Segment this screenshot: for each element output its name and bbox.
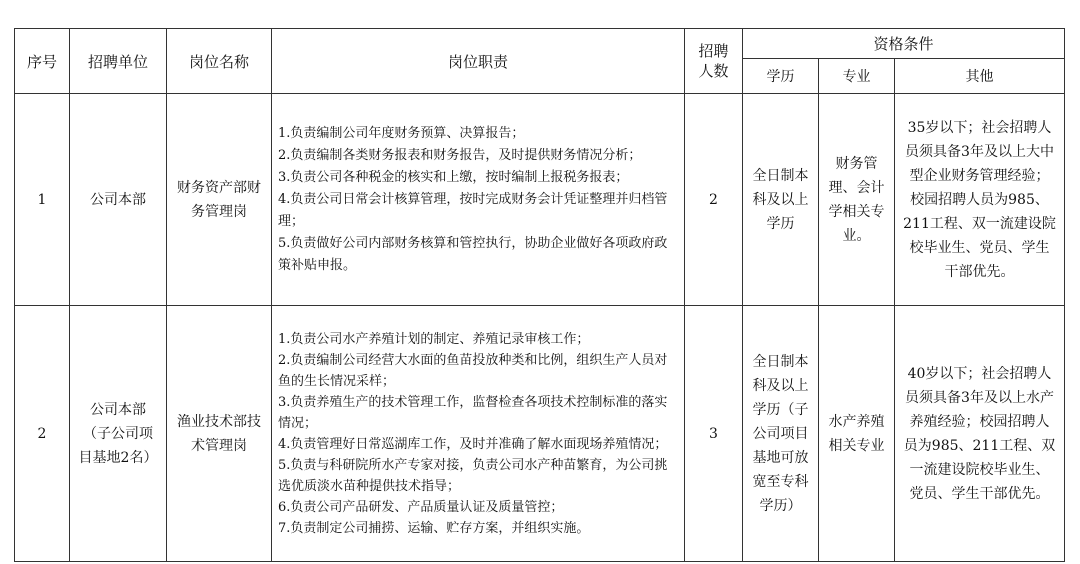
duty-item: 3.负责养殖生产的技术管理工作，监督检查各项技术控制标准的落实情况； — [278, 394, 668, 431]
row-education: 全日制本科及以上学历 — [743, 94, 819, 306]
duty-item: 2.负责编制公司经营大水面的鱼苗投放种类和比例，组织生产人员对鱼的生长情况采样； — [278, 352, 668, 389]
duty-item: 5.负责做好公司内部财务核算和管控执行，协助企业做好各项政府政策补贴申报。 — [278, 235, 668, 273]
table-row — [15, 94, 1065, 306]
header-education: 学历 — [743, 59, 819, 94]
header-qualifications: 资格条件 — [743, 29, 1065, 59]
duty-item: 4.负责公司日常会计核算管理，按时完成财务会计凭证整理并归档管理； — [278, 191, 668, 229]
row-major: 水产养殖相关专业 — [819, 306, 895, 562]
header-count: 招聘人数 — [685, 29, 743, 94]
duty-item: 1.负责公司水产养殖计划的制定、养殖记录审核工作； — [278, 331, 590, 347]
row-unit: 公司本部 — [70, 94, 167, 306]
header-other: 其他 — [895, 59, 1065, 94]
row-duties — [272, 306, 685, 562]
duty-item: 2.负责编制各类财务报表和财务报告，及时提供财务情况分析； — [278, 147, 642, 163]
row-unit: 公司本部（子公司项目基地2名） — [70, 306, 167, 562]
header-duties: 岗位职责 — [272, 29, 685, 94]
row-major: 财务管理、会计学相关专业。 — [819, 94, 895, 306]
row-duties — [272, 94, 685, 306]
table-row — [15, 306, 1065, 562]
header-major: 专业 — [819, 59, 895, 94]
row-no: 2 — [15, 306, 70, 562]
header-no: 序号 — [15, 29, 70, 94]
duty-item: 7.负责制定公司捕捞、运输、贮存方案，并组织实施。 — [278, 520, 590, 536]
row-count: 3 — [685, 306, 743, 562]
row-education: 全日制本科及以上学历（子公司项目基地可放宽至专科学历） — [743, 306, 819, 562]
duty-item: 1.负责编制公司年度财务预算、决算报告； — [278, 125, 525, 141]
duty-item: 6.负责公司产品研发、产品质量认证及质量管控； — [278, 499, 564, 515]
row-other: 35岁以下；社会招聘人员须具备3年及以上大中型企业财务管理经验；校园招聘人员为985、211工程、双一流建设院校毕业生、党员、学生干部优先。 — [895, 94, 1065, 306]
row-other: 40岁以下；社会招聘人员须具备3年及以上水产养殖经验；校园招聘人员为985、211工程、双一流建设院校毕业生、党员、学生干部优先。 — [895, 306, 1065, 562]
recruitment-table — [14, 28, 1065, 562]
header-position: 岗位名称 — [167, 29, 272, 94]
duty-item: 3.负责公司各种税金的核实和上缴，按时编制上报税务报表； — [278, 169, 629, 185]
header-unit: 招聘单位 — [70, 29, 167, 94]
duty-item: 5.负责与科研院所水产专家对接，负责公司水产种苗繁育，为公司挑选优质淡水苗种提供技术指导； — [278, 457, 668, 494]
row-no: 1 — [15, 94, 70, 306]
row-position: 渔业技术部技术管理岗 — [167, 306, 272, 562]
row-count: 2 — [685, 94, 743, 306]
duty-item: 4.负责管理好日常巡湖库工作，及时并准确了解水面现场养殖情况； — [278, 436, 668, 452]
row-position: 财务资产部财务管理岗 — [167, 94, 272, 306]
